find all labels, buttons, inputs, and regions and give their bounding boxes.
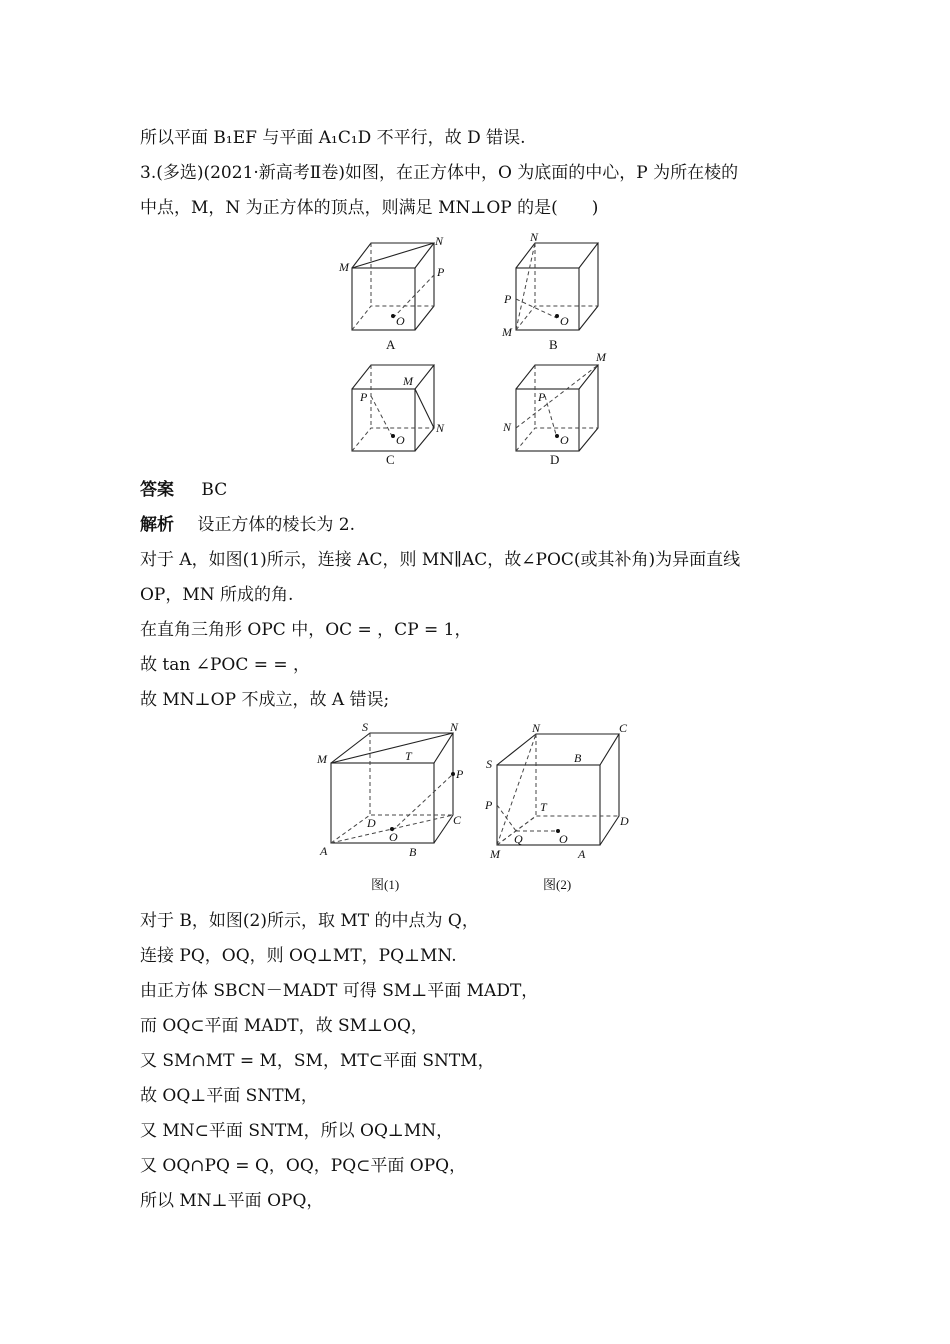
cube-a-label-n: N (435, 234, 444, 248)
fig2-label-m: M (490, 847, 500, 861)
fig2-label-c: C (619, 721, 628, 735)
fig1-label-a: A (320, 844, 328, 858)
cube-a-label-p: P (437, 265, 445, 279)
text-line-11: 对于 B，如图(2)所示，取 MT 的中点为 Q， (140, 911, 479, 931)
fig1-label-s: S (362, 720, 368, 734)
text-line-6: 对于 A，如图(1)所示，连接 AC，则 MN∥AC，故∠POC(或其补角)为异面直线 (140, 550, 741, 570)
cube-a-label-o: O (396, 314, 405, 328)
fig1-label-t: T (405, 749, 412, 763)
cube-figure-c (352, 365, 445, 467)
cube-d-label-m: M (596, 350, 606, 364)
cube-d-caption: D (550, 452, 560, 467)
fig2-label-d: D (620, 814, 629, 828)
cube-c-label-m: M (403, 374, 413, 388)
cube-c-label-p: P (360, 390, 368, 404)
fig2-caption: 图(2) (543, 877, 572, 892)
cube-figure-a (338, 234, 445, 352)
text-line-10: 故 MN⊥OP 不成立，故 A 错误; (140, 690, 390, 710)
answer-value: BC (201, 480, 228, 500)
fig1-label-c: C (453, 813, 462, 827)
cube-b-label-o: O (560, 314, 569, 328)
fig1-label-m: M (317, 752, 327, 766)
question-3-line-1: 3.(多选)(2021·新高考Ⅱ卷)如图，在正方体中，O 为底面的中心，P 为所在棱的 (140, 163, 739, 183)
text-line-12: 连接 PQ，OQ，则 OQ⊥MT，PQ⊥MN. (140, 946, 457, 966)
text-line-16: 故 OQ⊥平面 SNTM， (140, 1086, 318, 1106)
fig2-label-b: B (574, 751, 582, 765)
text-line-17: 又 MN⊂平面 SNTM，所以 OQ⊥MN， (140, 1121, 454, 1141)
figure-2 (484, 721, 629, 892)
cube-b-label-m: M (502, 325, 512, 339)
fig2-label-p: P (485, 798, 493, 812)
cube-d-label-n: N (503, 420, 512, 434)
text-line-7: OP，MN 所成的角. (140, 585, 294, 605)
text-line-8: 在直角三角形 OPC 中，OC = ，CP = 1， (140, 620, 472, 640)
cube-d-label-p: P (538, 390, 546, 404)
cube-a-caption: A (386, 337, 396, 352)
text-line-1: 所以平面 B₁EF 与平面 A₁C₁D 不平行，故 D 错误. (140, 128, 526, 148)
cube-figure-b (501, 230, 598, 352)
fig1-label-o: O (389, 830, 398, 844)
text-line-18: 又 OQ∩PQ = Q，OQ，PQ⊂平面 OPQ， (140, 1156, 467, 1176)
fig2-label-t: T (540, 800, 547, 814)
fig2-label-a: A (578, 847, 586, 861)
fig1-caption: 图(1) (371, 877, 400, 892)
fig2-label-s: S (486, 757, 492, 771)
answer-label: 答案 (140, 480, 174, 500)
analysis-label: 解析 (140, 515, 174, 535)
question-3-line-2: 中点，M，N 为正方体的顶点，则满足 MN⊥OP 的是( ) (140, 198, 599, 218)
cube-c-label-n: N (436, 421, 445, 435)
text-line-13: 由正方体 SBCN－MADT 可得 SM⊥平面 MADT， (140, 981, 539, 1001)
cube-d-label-o: O (560, 433, 569, 447)
cube-b-caption: B (549, 337, 558, 352)
fig1-label-d: D (367, 816, 376, 830)
cube-c-caption: C (386, 452, 395, 467)
fig1-label-b: B (409, 845, 417, 859)
figure-1 (316, 720, 464, 892)
fig2-label-o: O (559, 832, 568, 846)
text-line-14: 而 OQ⊂平面 MADT，故 SM⊥OQ， (140, 1016, 428, 1036)
text-line-15: 又 SM∩MT = M，SM，MT⊂平面 SNTM， (140, 1051, 495, 1071)
cube-b-label-p: P (504, 292, 512, 306)
analysis-text: 设正方体的棱长为 2. (197, 515, 356, 535)
fig2-label-q: Q (514, 832, 523, 846)
cube-c-label-o: O (396, 433, 405, 447)
fig2-label-n: N (532, 721, 541, 735)
cube-a-label-m: M (339, 260, 349, 274)
text-line-9: 故 tan ∠POC = = ， (140, 655, 311, 675)
cube-b-label-n: N (530, 230, 539, 244)
text-line-19: 所以 MN⊥平面 OPQ， (140, 1191, 324, 1211)
fig1-label-n: N (450, 720, 459, 734)
cube-figure-d (502, 350, 607, 467)
fig1-label-p: P (456, 767, 464, 781)
